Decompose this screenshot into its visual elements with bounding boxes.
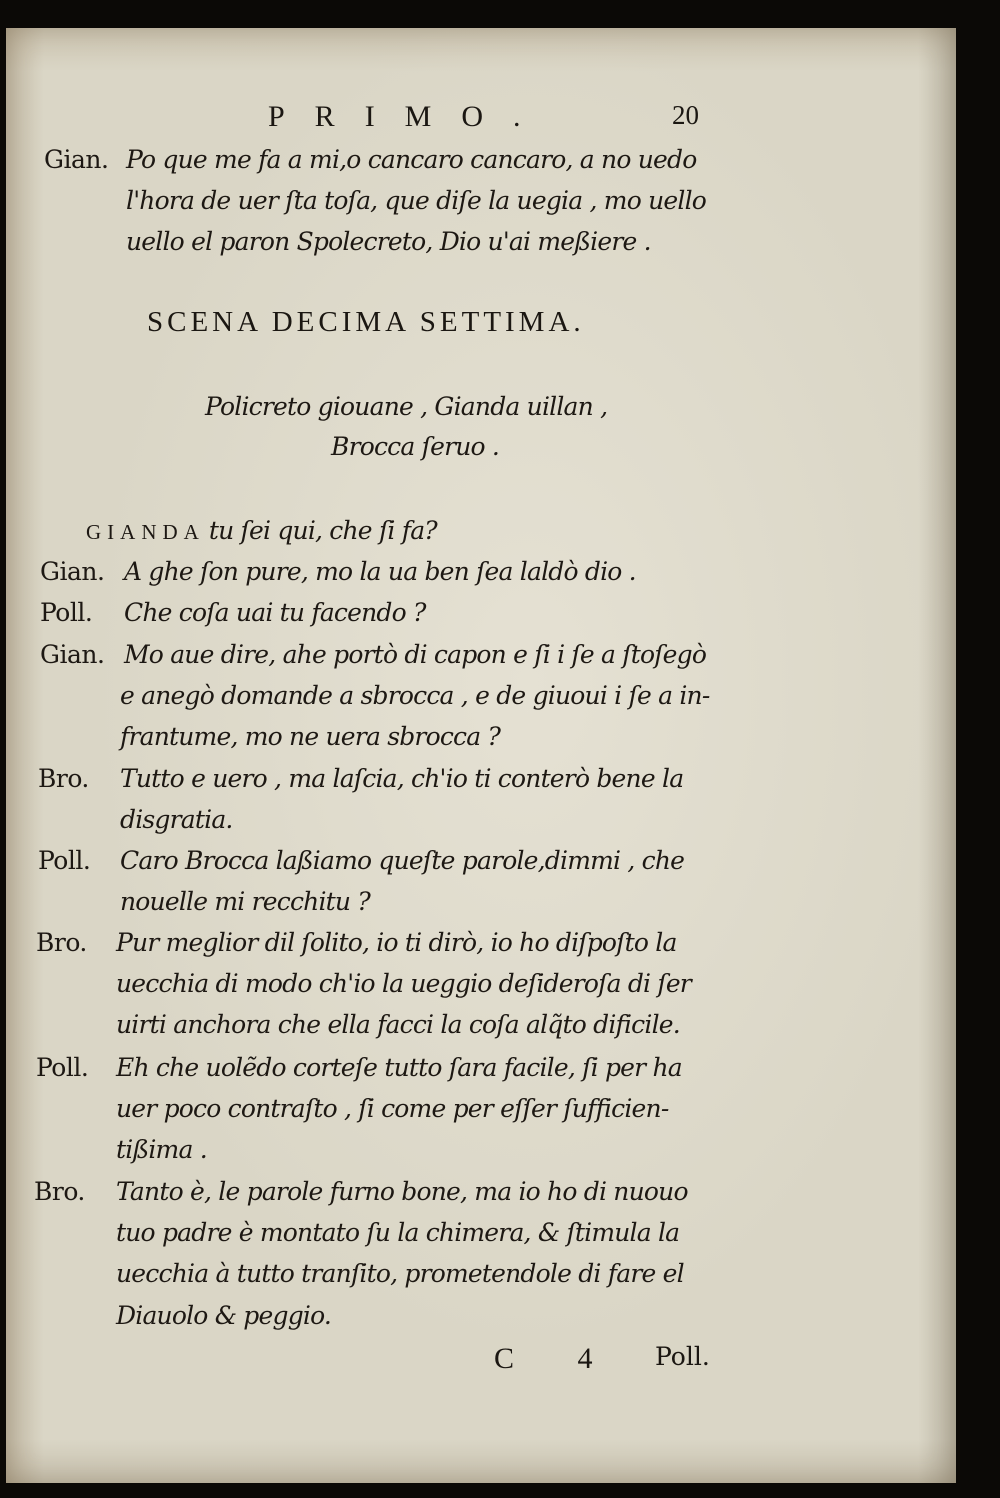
dialogue-line: uirti anchora che ella facci la coſa alq̃to dificile.	[116, 1010, 680, 1039]
opening-text: tu ſei qui, che ſi fa?	[208, 516, 437, 545]
speaker-label: Gian.	[44, 145, 109, 174]
dialogue-line: disgratia.	[120, 805, 233, 834]
dialogue-line: l'hora de uer ſta toſa, que diſe la uegia , mo uello	[126, 186, 707, 215]
running-head-title: PRIMO.	[268, 100, 551, 133]
dialogue-line: Diauolo & peggio.	[116, 1301, 332, 1330]
speaker-label: Bro.	[36, 928, 87, 957]
dialogue-line: uecchia à tutto tranſito, prometendole di fare el	[116, 1259, 684, 1288]
running-head	[0, 100, 1000, 140]
speaker-label: Gian.	[40, 640, 105, 669]
speaker-label: Poll.	[38, 846, 91, 875]
dialogue-line: uecchia di modo ch'io la ueggio deſideroſa di ſer	[116, 969, 691, 998]
scene-heading: SCENA DECIMA SETTIMA.	[147, 306, 585, 338]
dialogue-line: Caro Brocca laßiamo queſte parole,dimmi , che	[120, 846, 685, 875]
dialogue-line: Mo aue dire, ahe portò di capon e ſi i ſe a ſtoſegò	[124, 640, 707, 669]
opening-speaker: GIANDA	[86, 520, 205, 544]
dialogue-line: Pur meglior dil ſolito, io ti dirò, io ho diſpoſto la	[116, 928, 677, 957]
folio-number: 20	[672, 100, 699, 130]
signature-mark: C 4	[494, 1342, 621, 1375]
dialogue-line: frantume, mo ne uera sbrocca ?	[120, 722, 501, 751]
dialogue-line: Tutto e uero , ma laſcia, ch'io ti conterò bene la	[120, 764, 684, 793]
dialogue-line: uello el paron Spolecreto, Dio u'ai meßiere .	[126, 227, 651, 256]
dialogue-line: e anegò domande a sbrocca , e de giuoui i ſe a in-	[120, 681, 710, 710]
dialogue-line: Eh che uolẽdo corteſe tutto ſara facile, ſi per ha	[116, 1053, 682, 1082]
dialogue-line: A ghe ſon pure, mo la ua ben ſea laldò dio .	[124, 557, 636, 586]
speaker-label: Poll.	[40, 598, 93, 627]
cast-list-line: Brocca ſeruo .	[331, 432, 500, 461]
speaker-label: Bro.	[34, 1177, 85, 1206]
dialogue-line: tuo padre è montato ſu la chimera, & ſtimula la	[116, 1218, 680, 1247]
dialogue-line: Che coſa uai tu facendo ?	[124, 598, 426, 627]
opening-line	[86, 516, 437, 545]
dialogue-line: Tanto è, le parole furno bone, ma io ho di nuouo	[116, 1177, 688, 1206]
page-footer	[0, 1342, 1000, 1382]
dialogue-line: uer poco contraſto , ſi come per eſſer ſufficien-	[116, 1094, 669, 1123]
speaker-label: Gian.	[40, 557, 105, 586]
dialogue-line: tißima .	[116, 1135, 207, 1164]
catchword: Poll.	[655, 1342, 710, 1371]
speaker-label: Bro.	[38, 764, 89, 793]
speaker-label: Poll.	[36, 1053, 89, 1082]
dialogue-line: Po que me fa a mi,o cancaro cancaro, a no uedo	[126, 145, 697, 174]
dialogue-line: nouelle mi recchitu ?	[120, 887, 370, 916]
cast-list-line: Policreto giouane , Gianda uillan ,	[205, 392, 608, 421]
